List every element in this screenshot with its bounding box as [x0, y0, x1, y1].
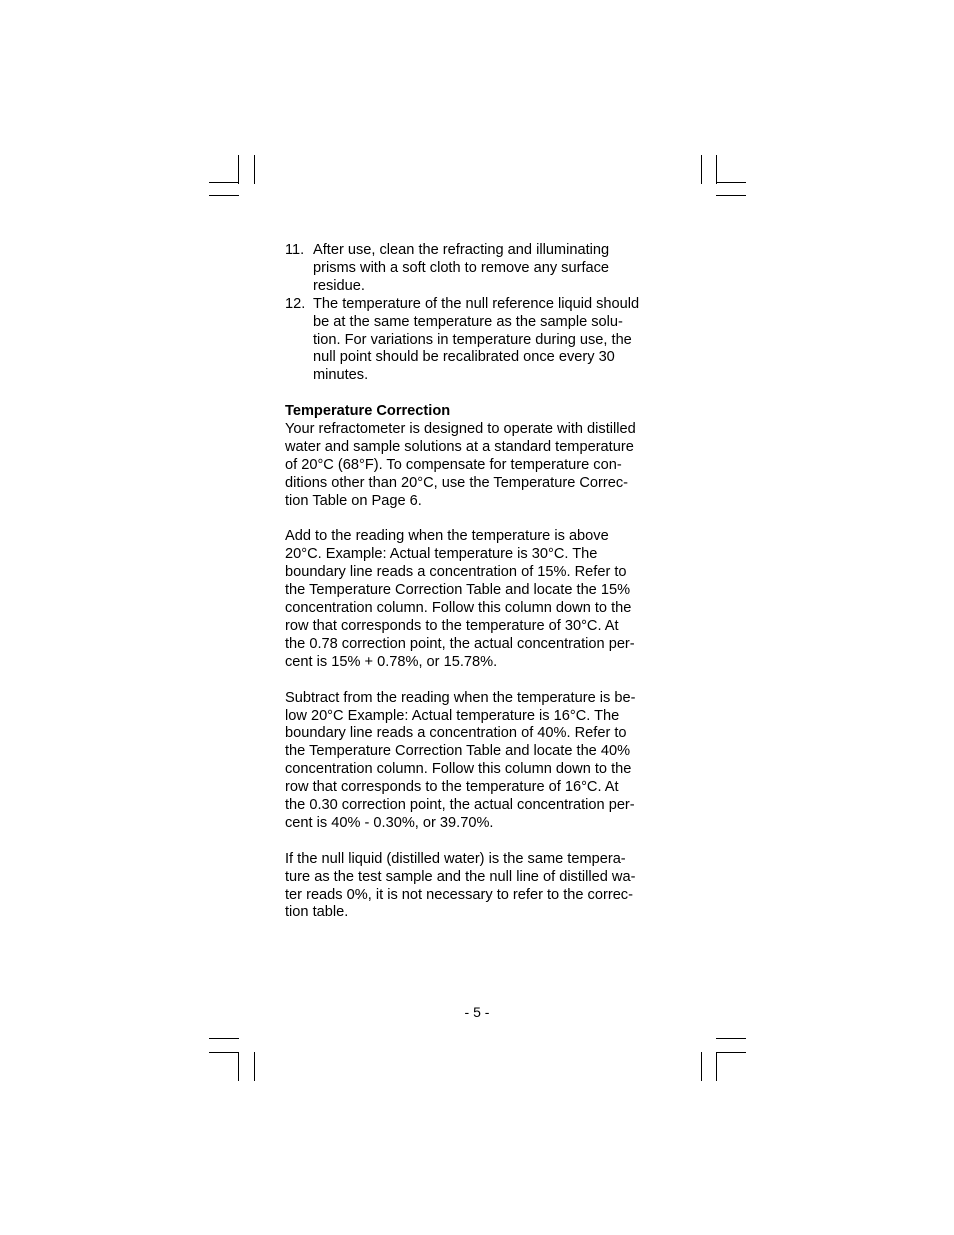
crop-mark-top-right-outer — [701, 155, 702, 184]
paragraph — [285, 690, 667, 833]
page-content — [285, 242, 667, 922]
spacer — [285, 833, 667, 851]
text-line: If the null liquid (distilled water) is the same tempera- — [285, 850, 626, 867]
text-line: tion table. — [285, 904, 349, 921]
text-line: row that corresponds to the temperature of 16°C. At — [285, 779, 619, 796]
crop-mark-top-left-inner — [254, 155, 255, 184]
crop-mark-bottom-left-outer — [238, 1052, 239, 1081]
list-item-number: 11. — [285, 242, 305, 258]
crop-mark-bottom-right-outer — [701, 1052, 702, 1081]
text-line: residue. — [313, 277, 365, 294]
text-line: The temperature of the null reference liquid should — [313, 295, 640, 312]
text-line: concentration column. Follow this column down to the — [285, 761, 632, 778]
text-line: of 20°C (68°F). To compensate for temperature con- — [285, 456, 622, 473]
text-line: low 20°C Example: Actual temperature is 16°C. The — [285, 707, 620, 724]
text-line: null point should be recalibrated once every 30 — [313, 349, 615, 366]
text-line: ture as the test sample and the null line of distilled wa- — [285, 868, 636, 885]
paragraph — [285, 851, 667, 923]
text-line: 20°C. Example: Actual temperature is 30°C. The — [285, 546, 598, 563]
text-line: Your refractometer is designed to operate with distilled — [285, 421, 636, 438]
crop-mark-top-left-h1 — [209, 182, 239, 183]
spacer — [285, 511, 667, 529]
crop-mark-bottom-right-h1 — [716, 1038, 746, 1039]
spacer — [285, 385, 667, 403]
spacer — [285, 672, 667, 690]
section-heading: Temperature Correction — [285, 403, 451, 420]
list-item — [285, 296, 667, 386]
crop-mark-top-left-h2 — [209, 195, 239, 196]
crop-mark-top-left-outer — [238, 155, 239, 184]
text-line: Subtract from the reading when the temperature is be- — [285, 689, 636, 706]
text-line: cent is 15% + 0.78%, or 15.78%. — [285, 653, 498, 670]
paragraph — [285, 528, 667, 671]
text-line: prisms with a soft cloth to remove any surface — [313, 259, 610, 276]
text-line: cent is 40% - 0.30%, or 39.70%. — [285, 814, 494, 831]
page-number: - 5 - — [464, 1004, 490, 1020]
text-line: the 0.30 correction point, the actual concentration per- — [285, 797, 635, 814]
crop-mark-bottom-left-h2 — [209, 1052, 239, 1053]
text-line: be at the same temperature as the sample solu- — [313, 313, 623, 330]
text-line: boundary line reads a concentration of 40%. Refer to — [285, 725, 627, 742]
text-line: ter reads 0%, it is not necessary to refer to the correc- — [285, 886, 633, 903]
list-item — [285, 242, 667, 296]
text-line: the Temperature Correction Table and locate the 15% — [285, 582, 631, 599]
text-line: After use, clean the refracting and illuminating — [313, 242, 610, 258]
text-line: the Temperature Correction Table and locate the 40% — [285, 743, 631, 760]
text-line: minutes. — [313, 367, 369, 384]
text-line: tion. For variations in temperature during use, the — [313, 331, 632, 348]
text-line: ditions other than 20°C, use the Temperature Correc- — [285, 474, 629, 491]
text-line: Add to the reading when the temperature is above — [285, 528, 609, 545]
crop-mark-bottom-right-inner — [716, 1052, 717, 1081]
text-line: tion Table on Page 6. — [285, 492, 422, 509]
crop-mark-bottom-right-h2 — [716, 1052, 746, 1053]
list-item-number: 12. — [285, 295, 306, 312]
crop-mark-top-right-h1 — [716, 182, 746, 183]
paragraph — [285, 421, 667, 511]
instruction-list — [285, 242, 667, 385]
text-line: water and sample solutions at a standard temperature — [285, 438, 634, 455]
crop-mark-top-right-inner — [716, 155, 717, 184]
crop-mark-top-right-h2 — [716, 195, 746, 196]
text-line: row that corresponds to the temperature of 30°C. At — [285, 618, 619, 634]
list-item-text — [313, 296, 667, 386]
list-item-text — [313, 242, 667, 296]
text-line: the 0.78 correction point, the actual concentration per- — [285, 635, 635, 652]
crop-mark-bottom-left-inner — [254, 1052, 255, 1081]
crop-mark-bottom-left-h1 — [209, 1038, 239, 1039]
text-line: concentration column. Follow this column down to the — [285, 600, 632, 617]
text-line: boundary line reads a concentration of 15%. Refer to — [285, 564, 627, 581]
